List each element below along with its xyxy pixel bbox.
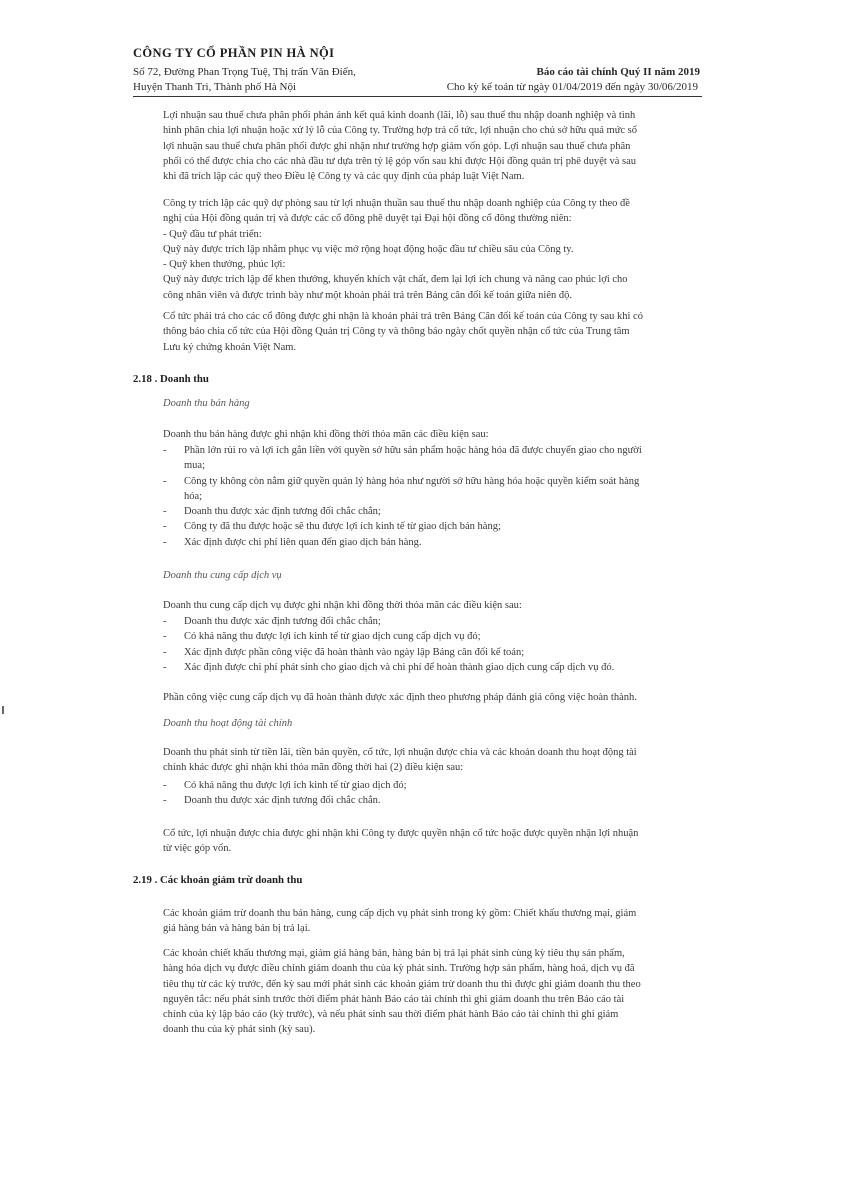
header-rule: [133, 96, 702, 97]
report-period: Cho kỳ kế toán từ ngày 01/04/2019 đến ngày 30/06/2019: [446, 81, 698, 93]
financial-lead: Doanh thu phát sinh từ tiền lãi, tiền bản quyền, cổ tức, lợi nhuận được chia và các khoản doanh thu hoạt động tài chính khác được ghi nhận khi thỏa mãn đồng thời hai (2) điều kiện sau:: [163, 747, 637, 774]
list-item: - Công ty không còn nắm giữ quyền quản lý hàng hóa như người sở hữu hàng hóa hoặc quyền kiểm soát hàng hóa;: [163, 474, 703, 505]
subhead-financial-revenue: Doanh thu hoạt động tài chính: [163, 718, 293, 729]
paragraph-funds: Công ty trích lập các quỹ dự phòng sau từ lợi nhuận thuần sau thuế thu nhập doanh nghiệp của Công ty theo đề nghị của Hội đồng quản trị và được các cổ đông phê duyệt tại Đại hội đồng cổ đông thường niên: - Quỹ đầu tư phát triển: Quỹ này được trích lập nhằm phục vụ việc mở rộng hoạt động hoặc đầu tư chiều sâu của Công ty. - Quỹ khen thưởng, phúc lợi: Quỹ này được trích lập để khen thưởng, khuyến khích vật chất, đem lại lợi ích chung và nâng cao phúc lợi cho công nhân viên và được trình bày như một khoản phải trả trên Bảng cân đối kế toán giữa niên độ.: [163, 198, 630, 301]
list-item: - Phần lớn rủi ro và lợi ích gắn liền với quyền sở hữu sản phẩm hoặc hàng hóa đã được chuyển giao cho người mua;: [163, 443, 703, 474]
list-item: - Xác định được phần công việc đã hoàn thành vào ngày lập Bảng cân đối kế toán;: [163, 645, 703, 660]
deductions-paragraph-1: Các khoản giảm trừ doanh thu bán hàng, cung cấp dịch vụ phát sinh trong kỳ gồm: Chiết khấu thương mại, giảm giá hàng bán và hàng bán bị trả lại.: [163, 908, 637, 935]
list-item: - Có khả năng thu được lợi ích kinh tế từ giao dịch đó;: [163, 778, 703, 793]
services-closing: Phần công việc cung cấp dịch vụ đã hoàn thành được xác định theo phương pháp đánh giá công việc hoàn thành.: [163, 692, 637, 703]
company-address-line2: Huyện Thanh Trì, Thành phố Hà Nội: [133, 81, 297, 93]
scan-margin-mark: [2, 706, 4, 714]
list-item: - Có khả năng thu được lợi ích kinh tế từ giao dịch cung cấp dịch vụ đó;: [163, 629, 703, 644]
list-item: - Doanh thu được xác định tương đối chắc chắn;: [163, 614, 703, 629]
paragraph-retained-earnings: Lợi nhuận sau thuế chưa phân phối phản ánh kết quả kinh doanh (lãi, lỗ) sau thuế thu nhập doanh nghiệp và tình hình phân chia lợi nhuận hoặc xử lý lỗ của Công ty. Trường hợp trả cổ tức, lợi nhuận cho chủ sở hữu quá mức số lợi nhuận sau thuế chưa phân phối được ghi nhận như trường hợp giảm vốn góp. Lợi nhuận sau thuế chưa phân phối có thể được chia cho các nhà đầu tư dựa trên tỷ lệ góp vốn sau khi được Hội đồng quản trị phê duyệt và sau khi đã trích lập các quỹ theo Điều lệ Công ty và các quy định của pháp luật Việt Nam.: [163, 110, 638, 183]
section-heading-2-19: 2.19 . Các khoản giảm trừ doanh thu: [133, 874, 303, 886]
financial-conditions-list: [163, 778, 703, 809]
report-title: Báo cáo tài chính Quý II năm 2019: [536, 66, 700, 78]
paragraph-dividends: Cổ tức phải trả cho các cổ đông được ghi nhận là khoản phải trả trên Bảng Cân đối kế toán của Công ty sau khi có thông báo chia cổ tức của Hội đồng Quản trị Công ty và thông báo ngày chốt quyền nhận cổ tức của Trung tâm Lưu ký chứng khoán Việt Nam.: [163, 311, 643, 353]
list-item: - Doanh thu được xác định tương đối chắc chắn.: [163, 793, 703, 808]
deductions-paragraph-2: Các khoản chiết khấu thương mại, giảm giá hàng bán, hàng bán bị trả lại phát sinh cùng kỳ tiêu thụ sản phẩm, hàng hóa dịch vụ được điều chỉnh giảm doanh thu của kỳ phát sinh. Trường hợp sản phẩm, hàng hoá, dịch vụ đã tiêu thụ từ các kỳ trước, đến kỳ sau mới phát sinh các khoản giảm trừ doanh thu thì được ghi giảm doanh thu theo nguyên tắc: nếu phát sinh trước thời điểm phát hành Báo cáo tài chính thì ghi giảm doanh thu trên Báo cáo tài chính của kỳ lập báo cáo (kỳ trước), và nếu phát sinh sau thời điểm phát hành Báo cáo tài chính thì ghi giảm doanh thu của kỳ phát sinh (kỳ sau).: [163, 948, 641, 1036]
services-conditions-list: [163, 614, 703, 675]
list-item: - Xác định được chi phí phát sinh cho giao dịch và chi phí để hoàn thành giao dịch cung cấp dịch vụ đó.: [163, 660, 703, 675]
sales-conditions-list: [163, 443, 703, 550]
company-address-line1: Số 72, Đường Phan Trọng Tuệ, Thị trấn Văn Điển,: [133, 66, 356, 78]
list-item: - Doanh thu được xác định tương đối chắc chắn;: [163, 504, 703, 519]
subhead-service-revenue: Doanh thu cung cấp dịch vụ: [163, 570, 282, 581]
section-heading-2-18: 2.18 . Doanh thu: [133, 373, 209, 385]
list-item: - Xác định được chi phí liên quan đến giao dịch bán hàng.: [163, 535, 703, 550]
list-item: - Công ty đã thu được hoặc sẽ thu được lợi ích kinh tế từ giao dịch bán hàng;: [163, 519, 703, 534]
sales-lead: Doanh thu bán hàng được ghi nhận khi đồng thời thỏa mãn các điều kiện sau:: [163, 429, 489, 440]
subhead-sales-revenue: Doanh thu bán hàng: [163, 398, 250, 409]
company-name: CÔNG TY CỔ PHẦN PIN HÀ NỘI: [133, 46, 335, 60]
financial-closing: Cổ tức, lợi nhuận được chia được ghi nhận khi Công ty được quyền nhận cổ tức hoặc được quyền nhận lợi nhuận từ việc góp vốn.: [163, 828, 639, 855]
services-lead: Doanh thu cung cấp dịch vụ được ghi nhận khi đồng thời thỏa mãn các điều kiện sau:: [163, 600, 522, 611]
